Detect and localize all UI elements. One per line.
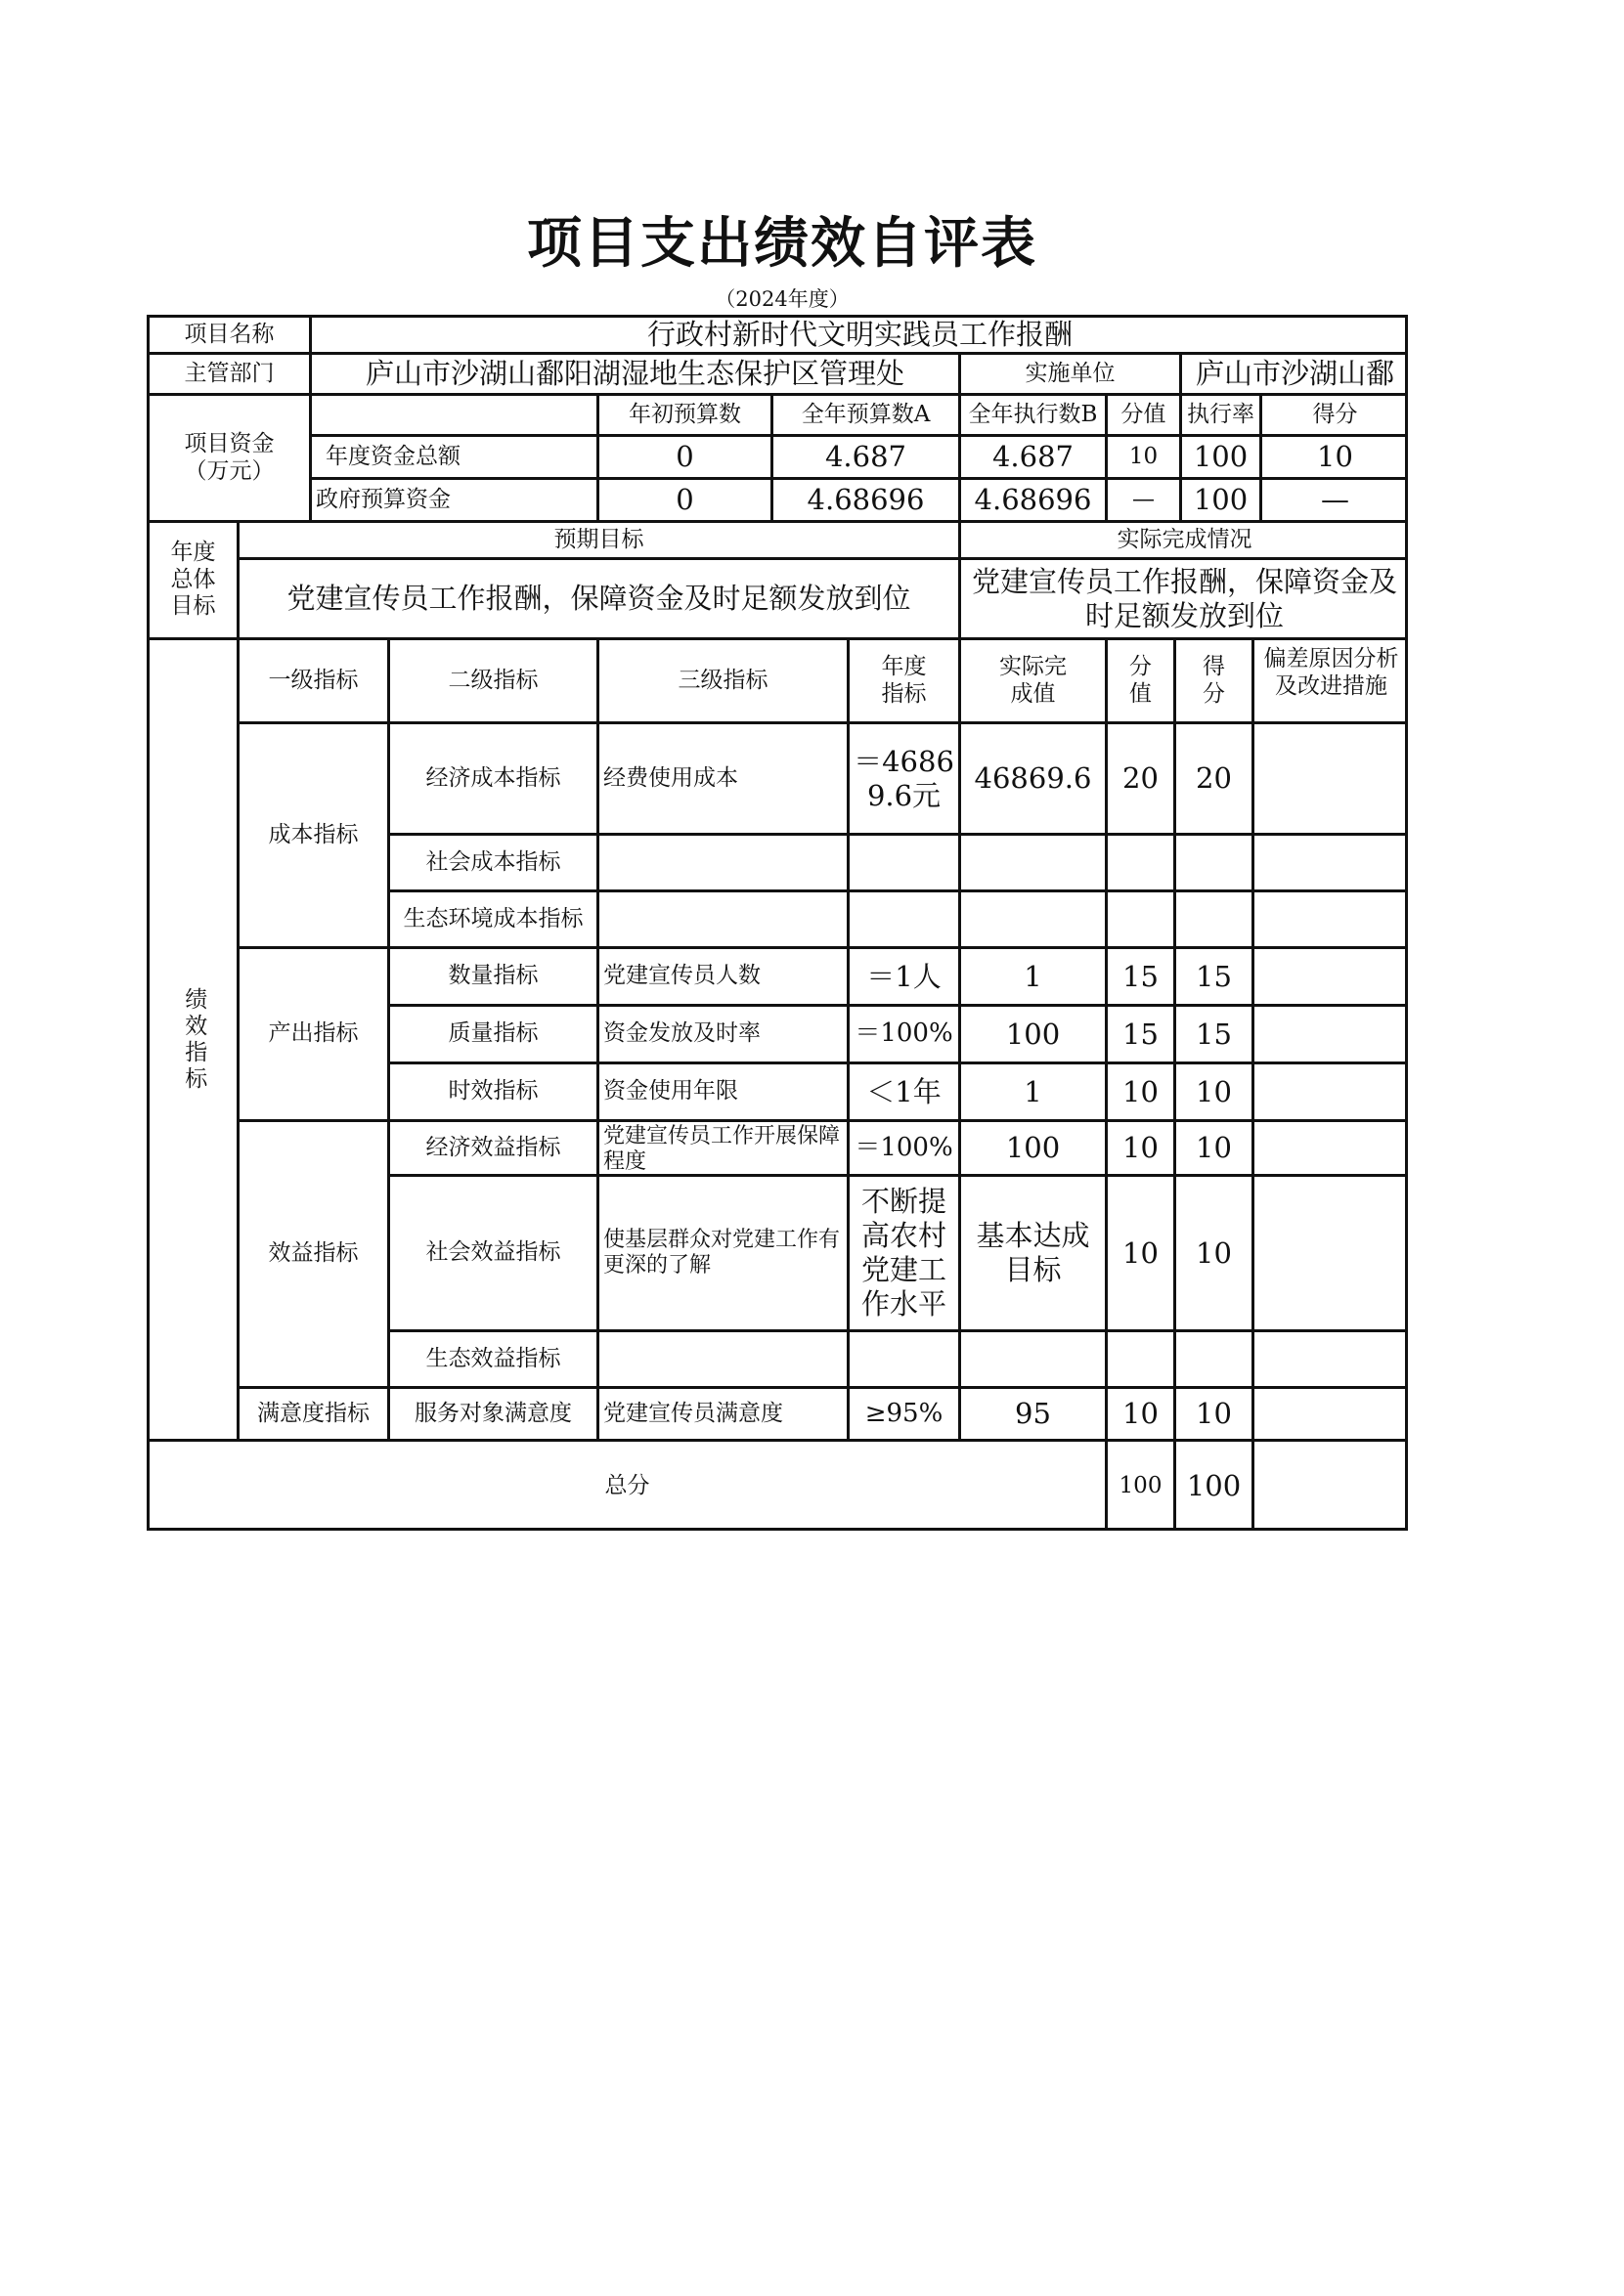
level3-cell: 党建宣传员满意度 [596, 1386, 847, 1439]
total-label: 总分 [147, 1439, 1105, 1531]
target-cell: ＝1人 [847, 946, 958, 1004]
level1-benefit: 效益指标 [237, 1119, 387, 1386]
dept-label: 主管部门 [147, 352, 309, 393]
target-cell [847, 833, 958, 889]
col-exec-rate: 执行率 [1179, 393, 1259, 434]
level3-cell [596, 889, 847, 946]
level3-cell: 党建宣传员工作开展保障程度 [596, 1119, 847, 1174]
level3-cell [596, 1329, 847, 1386]
deviation-cell [1251, 946, 1408, 1004]
header-level2: 二级指标 [387, 637, 596, 721]
actual-cell: 46869.6 [958, 721, 1105, 833]
level1-cost: 成本指标 [237, 721, 387, 946]
total-deviation [1251, 1439, 1408, 1531]
actual-cell [958, 833, 1105, 889]
funds-label: 项目资金（万元） [147, 393, 309, 520]
level2-cell: 时效指标 [387, 1061, 596, 1119]
col-initial: 年初预算数 [596, 393, 770, 434]
deviation-cell [1251, 1061, 1408, 1119]
expected-header: 预期目标 [237, 520, 958, 557]
level2-cell: 生态环境成本指标 [387, 889, 596, 946]
score-value-cell: 15 [1105, 1004, 1173, 1061]
project-name: 行政村新时代文明实践员工作报酬 [309, 315, 1408, 352]
target-cell: ＝100% [847, 1119, 958, 1174]
level2-cell: 数量指标 [387, 946, 596, 1004]
level3-cell: 资金使用年限 [596, 1061, 847, 1119]
impl-unit: 庐山市沙湖山鄱 [1179, 352, 1408, 393]
score-cell: 10 [1173, 1174, 1251, 1329]
level1-output: 产出指标 [237, 946, 387, 1119]
row2-exec: 4.68696 [958, 477, 1105, 520]
actual-cell: 95 [958, 1386, 1105, 1439]
indicators-label [147, 637, 237, 1439]
expected-text: 党建宣传员工作报酬，保障资金及时足额发放到位 [237, 557, 958, 637]
score-value-cell: 10 [1105, 1386, 1173, 1439]
level2-cell: 生态效益指标 [387, 1329, 596, 1386]
row1-initial: 0 [596, 434, 770, 477]
score-cell [1173, 1329, 1251, 1386]
score-cell [1173, 889, 1251, 946]
total-score: 100 [1173, 1439, 1251, 1531]
level3-cell: 资金发放及时率 [596, 1004, 847, 1061]
level2-cell: 质量指标 [387, 1004, 596, 1061]
target-cell: ＝100% [847, 1004, 958, 1061]
deviation-cell [1251, 1329, 1408, 1386]
deviation-cell [1251, 833, 1408, 889]
level3-cell: 经费使用成本 [596, 721, 847, 833]
row2-exec-rate: 100 [1179, 477, 1259, 520]
score-value-cell: 10 [1105, 1119, 1173, 1174]
target-cell [847, 1329, 958, 1386]
score-cell: 20 [1173, 721, 1251, 833]
actual-cell: 100 [958, 1119, 1105, 1174]
actual-cell: 基本达成目标 [958, 1174, 1105, 1329]
dept: 庐山市沙湖山鄱阳湖湿地生态保护区管理处 [309, 352, 958, 393]
row2-initial: 0 [596, 477, 770, 520]
deviation-cell [1251, 1004, 1408, 1061]
score-cell: 15 [1173, 946, 1251, 1004]
header-actual: 实际完成值 [958, 637, 1105, 721]
level3-cell: 使基层群众对党建工作有更深的了解 [596, 1174, 847, 1329]
target-cell: ≥95% [847, 1386, 958, 1439]
score-cell: 15 [1173, 1004, 1251, 1061]
header-deviation: 偏差原因分析及改进措施 [1251, 637, 1408, 721]
level2-cell: 服务对象满意度 [387, 1386, 596, 1439]
level2-cell: 社会效益指标 [387, 1174, 596, 1329]
funds-header-blank [309, 393, 596, 434]
deviation-cell [1251, 721, 1408, 833]
score-value-cell [1105, 889, 1173, 946]
total-score-value: 100 [1105, 1439, 1173, 1531]
row2-annual: 4.68696 [770, 477, 958, 520]
score-cell: 10 [1173, 1119, 1251, 1174]
target-cell: ＝46869.6元 [847, 721, 958, 833]
row1-score-value: 10 [1105, 434, 1179, 477]
row1-annual: 4.687 [770, 434, 958, 477]
target-cell: 不断提高农村党建工作水平 [847, 1174, 958, 1329]
actual-header: 实际完成情况 [958, 520, 1408, 557]
level1-satisfaction: 满意度指标 [237, 1386, 387, 1439]
header-target: 年度指标 [847, 637, 958, 721]
col-score-value: 分值 [1105, 393, 1179, 434]
row1-label: 年度资金总额 [309, 434, 596, 477]
score-cell: 10 [1173, 1386, 1251, 1439]
row1-exec: 4.687 [958, 434, 1105, 477]
level2-cell: 社会成本指标 [387, 833, 596, 889]
score-cell: 10 [1173, 1061, 1251, 1119]
impl-label: 实施单位 [958, 352, 1179, 393]
score-value-cell [1105, 1329, 1173, 1386]
header-score: 得分 [1173, 637, 1251, 721]
deviation-cell [1251, 1386, 1408, 1439]
header-level3: 三级指标 [596, 637, 847, 721]
score-value-cell: 10 [1105, 1174, 1173, 1329]
year-label: （2024年度） [715, 287, 850, 311]
deviation-cell [1251, 1119, 1408, 1174]
score-cell [1173, 833, 1251, 889]
actual-cell [958, 889, 1105, 946]
project-name-label: 项目名称 [147, 315, 309, 352]
row2-label: 政府预算资金 [309, 477, 596, 520]
actual-cell: 1 [958, 946, 1105, 1004]
col-exec: 全年执行数B [958, 393, 1105, 434]
row2-score-value: — [1105, 477, 1179, 520]
level2-cell: 经济成本指标 [387, 721, 596, 833]
header-score-value: 分值 [1105, 637, 1173, 721]
row1-score: 10 [1259, 434, 1408, 477]
deviation-cell [1251, 1174, 1408, 1329]
score-value-cell: 20 [1105, 721, 1173, 833]
score-value-cell: 10 [1105, 1061, 1173, 1119]
actual-cell: 1 [958, 1061, 1105, 1119]
score-value-cell: 15 [1105, 946, 1173, 1004]
self-evaluation-table [147, 315, 1408, 1531]
score-value-cell [1105, 833, 1173, 889]
row2-score: — [1259, 477, 1408, 520]
page-title: 项目支出绩效自评表 [527, 212, 1037, 276]
indicators-label-text: 绩效指标 [181, 986, 207, 1093]
header-level1: 一级指标 [237, 637, 387, 721]
row1-exec-rate: 100 [1179, 434, 1259, 477]
col-score: 得分 [1259, 393, 1408, 434]
level2-cell: 经济效益指标 [387, 1119, 596, 1174]
actual-cell [958, 1329, 1105, 1386]
goal-label: 年度总体目标 [147, 520, 237, 637]
target-cell [847, 889, 958, 946]
level3-cell [596, 833, 847, 889]
deviation-cell [1251, 889, 1408, 946]
actual-cell: 100 [958, 1004, 1105, 1061]
target-cell: ＜1年 [847, 1061, 958, 1119]
col-annual: 全年预算数A [770, 393, 958, 434]
actual-text: 党建宣传员工作报酬，保障资金及时足额发放到位 [958, 557, 1408, 637]
level3-cell: 党建宣传员人数 [596, 946, 847, 1004]
